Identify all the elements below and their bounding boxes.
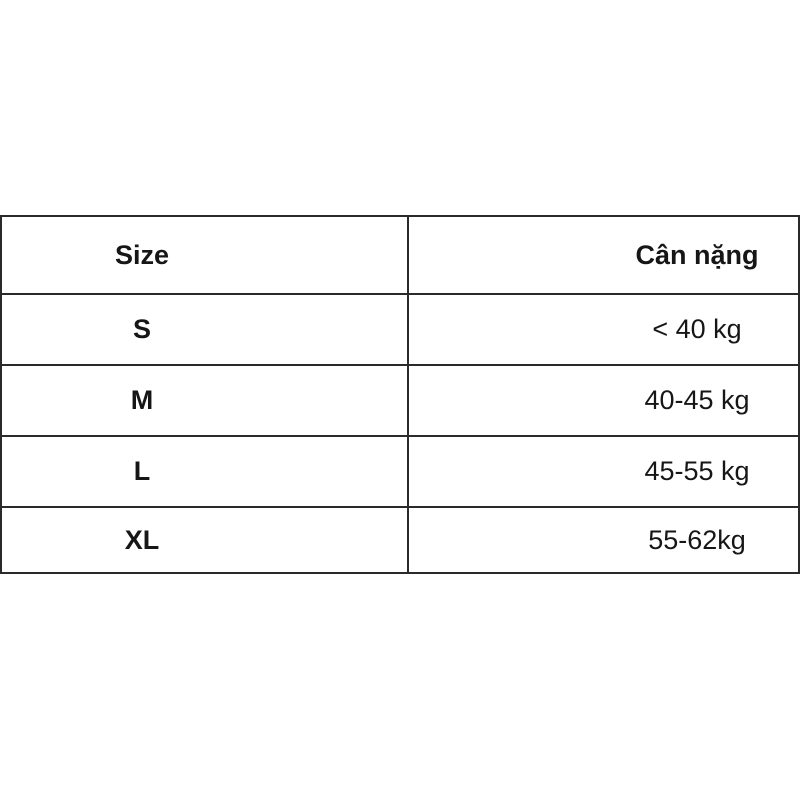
weight-value: 45-55 kg	[644, 456, 750, 486]
size-value: M	[130, 385, 154, 415]
weight-cell	[409, 508, 798, 572]
table-row	[2, 366, 798, 437]
weight-cell	[409, 366, 798, 435]
size-cell	[2, 366, 409, 435]
weight-cell	[409, 437, 798, 506]
size-chart-table	[0, 215, 800, 574]
weight-value: < 40 kg	[652, 314, 742, 344]
weight-value: 40-45 kg	[644, 385, 750, 415]
size-cell	[2, 508, 409, 572]
header-cell-weight	[409, 217, 798, 293]
size-cell	[2, 437, 409, 506]
weight-cell	[409, 295, 798, 364]
table-row	[2, 437, 798, 508]
table-row	[2, 295, 798, 366]
weight-value: 55-62kg	[648, 524, 746, 555]
size-value: L	[133, 456, 151, 486]
size-value: XL	[124, 524, 160, 555]
weight-column-header: Cân nặng	[635, 239, 759, 270]
table-header-row	[2, 217, 798, 295]
table-row	[2, 508, 798, 574]
size-column-header: Size	[114, 239, 170, 270]
size-cell	[2, 295, 409, 364]
header-cell-size	[2, 217, 409, 293]
size-value: S	[132, 314, 151, 344]
